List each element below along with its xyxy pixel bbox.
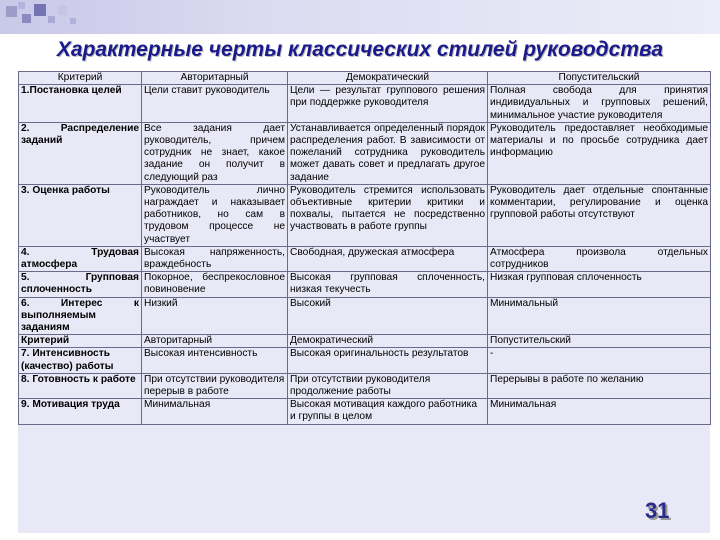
criterion-cell: Критерий (19, 335, 142, 348)
democratic-cell: При отсутствии руководителя продолжение работы (288, 373, 488, 398)
criterion-cell: 2. Распределение заданий (19, 122, 142, 184)
decorative-square (34, 4, 46, 16)
decorative-header-strip (0, 0, 720, 34)
democratic-cell: Свободная, дружеская атмосфера (288, 246, 488, 271)
table-row (19, 373, 711, 398)
democratic-cell: Руководитель стремится использовать объективные критерии критики и похвалы, пытается не посредственно участвовать в работе группы (288, 184, 488, 246)
table-row (19, 348, 711, 373)
authoritarian-cell: Руководитель лично награждает и наказывает работников, но сам в трудовом процессе не участвует (142, 184, 288, 246)
authoritarian-cell: Низкий (142, 297, 288, 335)
permissive-cell: Руководитель дает отдельные спонтанные комментарии, регулирование и оценка групповой работы отсутствуют (488, 184, 711, 246)
table-row (19, 297, 711, 335)
permissive-cell: Минимальный (488, 297, 711, 335)
criterion-cell: 5. Групповая сплоченность (19, 272, 142, 297)
authoritarian-cell: Все задания дает руководитель, причем сотрудник не знает, какое задание он получит в следующий раз (142, 122, 288, 184)
header-authoritarian: Авторитарный (142, 72, 288, 85)
table-header-row (19, 72, 711, 85)
header-criterion: Критерий (19, 72, 142, 85)
table-container (18, 71, 710, 533)
permissive-cell: Атмосфера произвола отдельных сотрудников (488, 246, 711, 271)
table-row (19, 335, 711, 348)
permissive-cell: Полная свобода для принятия индивидуальных и групповых решений, минимальное участие руководителя (488, 85, 711, 123)
authoritarian-cell: Высокая напряженность, враждебность (142, 246, 288, 271)
democratic-cell: Высокий (288, 297, 488, 335)
criterion-cell: 8. Готовность к работе (19, 373, 142, 398)
authoritarian-cell: При отсутствии руководителя перерыв в работе (142, 373, 288, 398)
table-row (19, 85, 711, 123)
table-row (19, 399, 711, 424)
slide-title: Характерные черты классических стилей руководства (56, 38, 664, 61)
authoritarian-cell: Минимальная (142, 399, 288, 424)
democratic-cell: Высокая оригинальность результатов (288, 348, 488, 373)
democratic-cell: Высокая мотивация каждого работника и группы в целом (288, 399, 488, 424)
authoritarian-cell: Цели ставит руководитель (142, 85, 288, 123)
permissive-cell: Попустительский (488, 335, 711, 348)
authoritarian-cell: Авторитарный (142, 335, 288, 348)
permissive-cell: Низкая групповая сплоченность (488, 272, 711, 297)
criterion-cell: 1.Постановка целей (19, 85, 142, 123)
header-democratic: Демократический (288, 72, 488, 85)
table-row (19, 246, 711, 271)
leadership-styles-table (18, 71, 711, 425)
table-row (19, 122, 711, 184)
table-row (19, 184, 711, 246)
democratic-cell: Высокая групповая сплоченность, низкая текучесть (288, 272, 488, 297)
democratic-cell: Устанавливается определенный порядок распределения работ. В зависимости от пожеланий сотрудника руководитель может давать совет и предлагать другое задание (288, 122, 488, 184)
authoritarian-cell: Высокая интенсивность (142, 348, 288, 373)
authoritarian-cell: Покорное, беспрекословное повиновение (142, 272, 288, 297)
header-permissive: Попустительский (488, 72, 711, 85)
criterion-cell: 3. Оценка работы (19, 184, 142, 246)
decorative-square (6, 6, 17, 17)
democratic-cell: Цели — результат группового решения при поддержке руководителя (288, 85, 488, 123)
decorative-square (48, 16, 55, 23)
permissive-cell: - (488, 348, 711, 373)
page-number: 31 (645, 498, 670, 523)
criterion-cell: 7. Интенсивность (качество) работы (19, 348, 142, 373)
permissive-cell: Минимальная (488, 399, 711, 424)
permissive-cell: Руководитель предоставляет необходимые материалы и по просьбе сотрудника дает информацию (488, 122, 711, 184)
decorative-square (18, 2, 25, 9)
decorative-square (70, 18, 76, 24)
democratic-cell: Демократический (288, 335, 488, 348)
criterion-cell: 6. Интерес к выполняемым заданиям (19, 297, 142, 335)
criterion-cell: 9. Мотивация труда (19, 399, 142, 424)
permissive-cell: Перерывы в работе по желанию (488, 373, 711, 398)
decorative-square (58, 6, 67, 15)
table-row (19, 272, 711, 297)
decorative-square (22, 14, 31, 23)
criterion-cell: 4. Трудовая атмосфера (19, 246, 142, 271)
